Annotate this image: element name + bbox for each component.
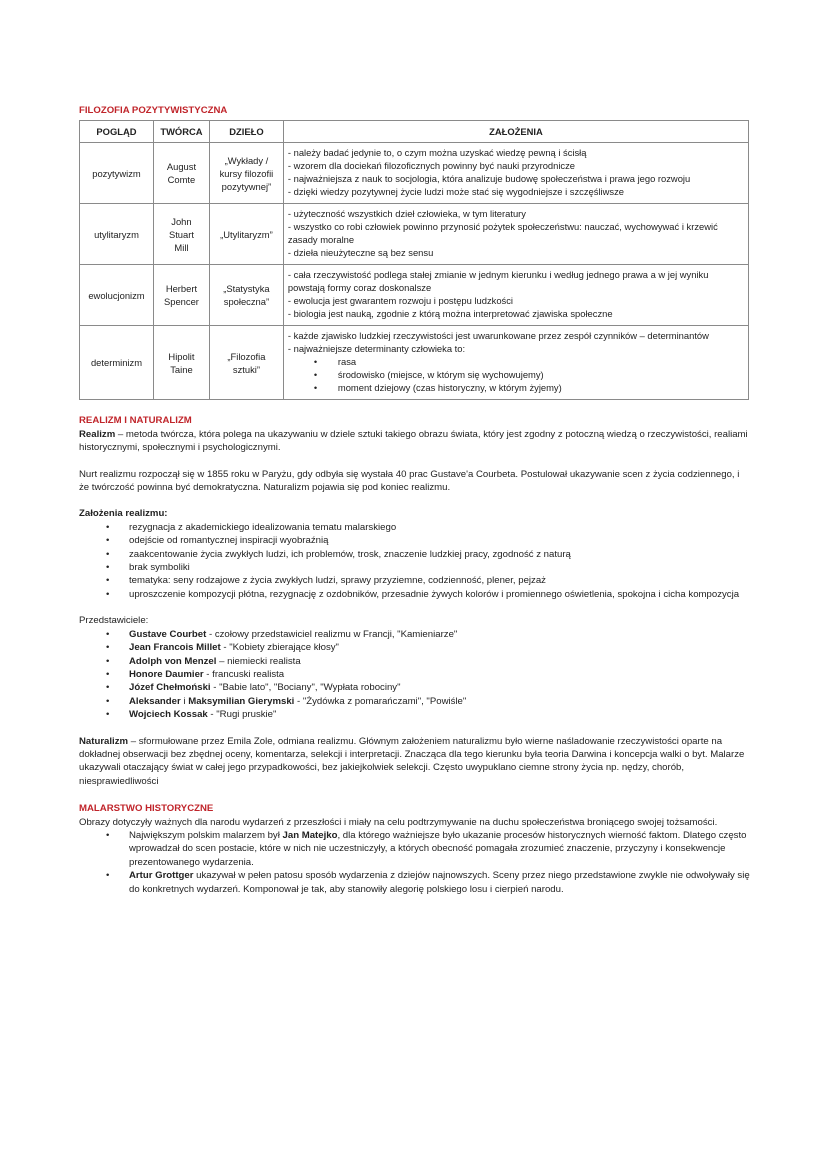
matejko-post: , dla którego ważniejsze było ukazanie procesów historycznych wierność faktom. Dlatego często wprowadzał do scen postacie, które w nich nie uczestniczyły, a których obecność pomagała zrozumieć znaczenie, przyczyny i konsekwencje prezentowanego wydarzenia.: [129, 829, 747, 868]
list-item: [79, 829, 751, 869]
artist-conjunction: i: [180, 695, 189, 707]
assumptions-title: [79, 507, 751, 520]
assumption-line: - dzieła nieużyteczne są bez sensu: [287, 247, 434, 259]
representatives-list: [79, 628, 751, 722]
assumption-line: - najważniejsza z nauk to socjologia, która analizuje budowę społeczeństwa i prawa jego rozwoju: [287, 173, 691, 185]
list-item: [79, 869, 751, 896]
cell-work: „Filozofia sztuki”: [209, 326, 283, 400]
artist-info: – niemiecki realista: [216, 655, 301, 667]
cell-view: determinizm: [80, 326, 154, 400]
header-assumptions: ZAŁOŻENIA: [283, 121, 748, 143]
artist-info: - czołowy przedstawiciel realizmu w Francji, "Kamieniarze": [206, 628, 458, 640]
list-item: • tematyka: seny rodzajowe z życia zwykłych ludzi, sprawy przyziemne, codzienność, plener, pejzaż: [79, 574, 751, 587]
realism-text: – metoda twórcza, która polega na ukazywaniu w dziele sztuki takiego obrazu świata, który jest zgodny z potoczną wiedzą o rzeczywistości, realiami historycznymi, społecznymi i psychologicznymi.: [79, 428, 748, 454]
philosophy-table: [79, 120, 749, 400]
assumption-line: - najważniejsze determinanty człowieka to:: [287, 343, 466, 355]
history-painters-list: [79, 829, 751, 896]
assumption-line: - wszystko co robi człowiek powinno przynosić pożytek społeczeństwu: nauczać, wychowywać i krzewić zasady moralne: [287, 221, 718, 246]
list-item: [79, 655, 751, 668]
list-item: • odejście od romantycznej inspiracji wyobraźnią: [79, 534, 751, 547]
artist-name: Wojciech Kossak: [129, 709, 208, 721]
artist-name: Jan Matejko: [282, 829, 338, 841]
determinant-text: moment dziejowy (czas historyczny, w którym żyjemy): [337, 382, 562, 394]
list-item: • brak symboliki: [79, 561, 751, 574]
artist-info: - "Babie lato", "Bociany", "Wypłata robociny": [210, 682, 401, 694]
assumption-line: - biologia jest nauką, zgodnie z którą można interpretować zjawiska społeczne: [287, 308, 613, 320]
cell-author: August Comte: [153, 143, 209, 204]
determinant-text: środowisko (miejsce, w którym się wychowujemy): [337, 369, 544, 381]
list-item: • rezygnacja z akademickiego idealizowania tematu malarskiego: [79, 521, 751, 534]
naturalism-term: Naturalizm: [79, 735, 129, 747]
artist-name: Gustave Courbet: [129, 628, 207, 640]
artist-info: - "Rugi pruskie": [207, 709, 277, 721]
artist-name: Józef Chełmoński: [129, 682, 211, 694]
header-work: DZIEŁO: [209, 121, 283, 143]
section-heading-history-painting: MALARSTWO HISTORYCZNE: [79, 803, 214, 815]
artist-name: Maksymilian Gierymski: [188, 695, 295, 707]
artist-name: Honore Daumier: [129, 668, 204, 680]
list-item: [79, 708, 751, 721]
realism-history-paragraph: Nurt realizmu rozpoczął się w 1855 roku w Paryżu, gdy odbyła się wystała 40 prac Gustave'a Courbeta. Postulował ukazywanie scen z życia codziennego, i że twórczość powinna być demokratyczna. Naturalizm pojawia się pod koniec realizmu.: [79, 468, 740, 494]
table-row: [80, 204, 749, 265]
artist-name: Jean Francois Millet: [129, 642, 221, 654]
representatives-title: Przedstawiciele:: [79, 615, 149, 627]
determinant-item: [288, 355, 744, 368]
table-row: [80, 143, 749, 204]
determinant-item: [288, 368, 744, 381]
artist-name: Artur Grottger: [129, 870, 194, 882]
assumption-line: - ewolucja jest gwarantem rozwoju i postępu ludzkości: [287, 295, 514, 307]
assumption-line: - cała rzeczywistość podlega stałej zmianie w jednym kierunku i według jednego prawa a w jej wyniku powstają formy coraz doskonalsze: [287, 269, 709, 294]
section-heading-realism: REALIZM I NATURALIZM: [79, 415, 192, 427]
cell-author: Herbert Spencer: [153, 265, 209, 326]
assumption-line: - każde zjawisko ludzkiej rzeczywistości jest uwarunkowane przez zespół czynników – determinantów: [287, 330, 709, 342]
table-row: [80, 265, 749, 326]
list-item: [79, 628, 751, 641]
assumptions-title-text: Założenia realizmu:: [79, 508, 168, 520]
table-row: [80, 326, 749, 400]
artist-info: - "Kobiety zbierające kłosy": [220, 642, 339, 654]
cell-author: Hipolit Taine: [153, 326, 209, 400]
assumption-line: - użyteczność wszystkich dzieł człowieka, w tym literatury: [287, 208, 526, 220]
section-heading-philosophy: FILOZOFIA POZYTYWISTYCZNA: [79, 105, 228, 116]
determinant-item: [288, 381, 744, 394]
header-view: POGLĄD: [80, 121, 154, 143]
history-painting-intro: Obrazy dotyczyły ważnych dla narodu wydarzeń z przeszłości i miały na celu podtrzymywanie na duchu społeczeństwa broniącego swojej tożsamości.: [79, 816, 718, 828]
cell-work: „Statystyka społeczna”: [209, 265, 283, 326]
cell-assumptions: [283, 143, 748, 204]
artist-info: - "Żydówka z pomarańczami", "Powiśle": [294, 695, 467, 707]
grottger-post: ukazywał w pełen patosu sposób wydarzenia z dziejów najnowszych. Sceny przez niego przedstawione zwykle nie odwoływały się do konkretnych wydarzeń. Komponował je tak, aby stanowiły alegorię polskiego losu i cierpień narodu.: [129, 870, 750, 895]
header-author: TWÓRCA: [153, 121, 209, 143]
cell-assumptions: [283, 326, 748, 400]
assumption-line: - wzorem dla dociekań filozoficznych powinny być nauki przyrodnicze: [287, 160, 576, 172]
cell-view: utylitaryzm: [80, 204, 154, 265]
cell-view: pozytywizm: [80, 143, 154, 204]
realism-definition: [79, 428, 751, 455]
cell-assumptions: [283, 265, 748, 326]
artist-name: Adolph von Menzel: [129, 655, 217, 667]
cell-view: ewolucjonizm: [80, 265, 154, 326]
assumptions-list: [79, 521, 751, 601]
list-item: [79, 668, 751, 681]
cell-work: „Utylitaryzm”: [209, 204, 283, 265]
author-name: John Stuart Mill: [168, 215, 194, 253]
realism-term: Realizm: [79, 428, 116, 440]
list-item: • zaakcentowanie życia zwykłych ludzi, ich problemów, trosk, znaczenie ludzkiej pracy, zgodność z naturą: [79, 548, 751, 561]
document-page: [79, 104, 751, 896]
list-item: • uproszczenie kompozycji płótna, rezygnację z ozdobników, przesadnie żywych kolorów i promiennego oświetlenia, spokojna i cicha kompozycja: [79, 588, 751, 601]
table-header-row: [80, 121, 749, 143]
naturalism-text: – sformułowane przez Emila Zole, odmiana realizmu. Głównym założeniem naturalizmu było wierne naśladowanie rzeczywistości oparte na dokładnej obserwacji bez zbędnej oceny, komentarza, selekcji i interpretacji. Znacząca dla tego kierunku była teoria Darwina i koncepcja walki o byt. Malarze ukazywali otaczający świat w całej jego przypadkowości, bez jakiejkolwiek selekcji. Często uwypuklano ciemne strony życia np. nędzy, chorób, niesprawiedliwości: [79, 735, 745, 787]
assumption-line: - należy badać jedynie to, o czym można uzyskać wiedzę pewną i ścisłą: [287, 147, 587, 159]
list-item: [79, 695, 751, 708]
determinant-text: rasa: [337, 356, 357, 368]
cell-work: „Wykłady / kursy filozofii pozytywnej”: [209, 143, 283, 204]
matejko-pre: Największym polskim malarzem był: [129, 829, 283, 841]
artist-name: Aleksander: [129, 695, 181, 707]
cell-assumptions: [283, 204, 748, 265]
list-item: [79, 681, 751, 694]
cell-author: [153, 204, 209, 265]
list-item: [79, 641, 751, 654]
artist-info: - francuski realista: [203, 668, 285, 680]
naturalism-definition: [79, 735, 751, 789]
assumption-line: - dzięki wiedzy pozytywnej życie ludzi może stać się wygodniejsze i szczęśliwsze: [287, 186, 624, 198]
